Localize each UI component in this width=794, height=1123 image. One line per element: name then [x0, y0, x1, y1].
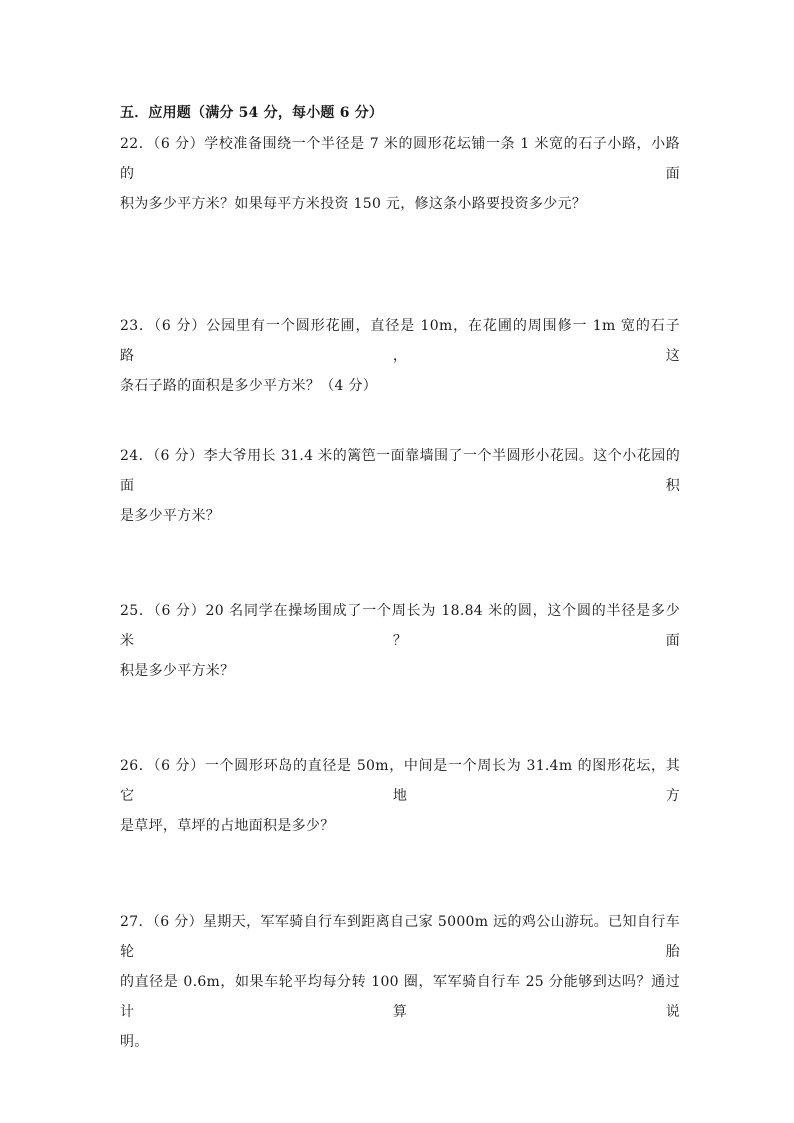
question-26-line-2: 是草坪，草坪的占地面积是多少？ [120, 818, 335, 834]
question-25 [120, 596, 680, 686]
question-22-line-1: 22．（6 分）学校准备围绕一个半径是 7 米的圆形花坛铺一条 1 米宽的石子小路，小路的面 [120, 136, 680, 182]
question-22 [120, 129, 680, 219]
question-26-line-1: 26．（6 分）一个圆形环岛的直径是 50m，中间是一个周长为 31.4m 的图形花坛，其它地方 [120, 758, 680, 804]
question-27 [120, 907, 680, 1057]
question-24 [120, 441, 680, 531]
question-23 [120, 311, 680, 401]
question-26 [120, 751, 680, 841]
question-25-line-1: 25．（6 分）20 名同学在操场围成了一个周长为 18.84 米的圆，这个圆的半径是多少米？面 [120, 603, 680, 649]
question-23-line-2: 条石子路的面积是多少平方米？（4 分） [120, 378, 378, 394]
question-22-line-2: 积为多少平方米？如果每平方米投资 150 元，修这条小路要投资多少元？ [120, 196, 587, 212]
section-title: 五．应用题（满分 54 分，每小题 6 分） [120, 105, 384, 121]
question-27-line-1: 27．（6 分）星期天，军军骑自行车到距离自己家 5000m 远的鸡公山游玩。已知自行车轮胎 [120, 914, 680, 960]
question-23-line-1: 23．（6 分）公园里有一个圆形花圃，直径是 10m，在花圃的周围修一 1m 宽的石子路，这 [120, 318, 680, 364]
question-27-line-2: 的直径是 0.6m，如果车轮平均每分转 100 圈，军军骑自行车 25 分能够到达吗？通过计算说 [120, 974, 680, 1020]
question-24-line-1: 24．（6 分）李大爷用长 31.4 米的篱笆一面靠墙围了一个半圆形小花园。这个小花园的面积 [120, 448, 680, 494]
question-25-line-2: 积是多少平方米？ [120, 663, 235, 679]
question-27-line-3: 明。 [120, 1034, 149, 1050]
question-24-line-2: 是多少平方米？ [120, 508, 221, 524]
